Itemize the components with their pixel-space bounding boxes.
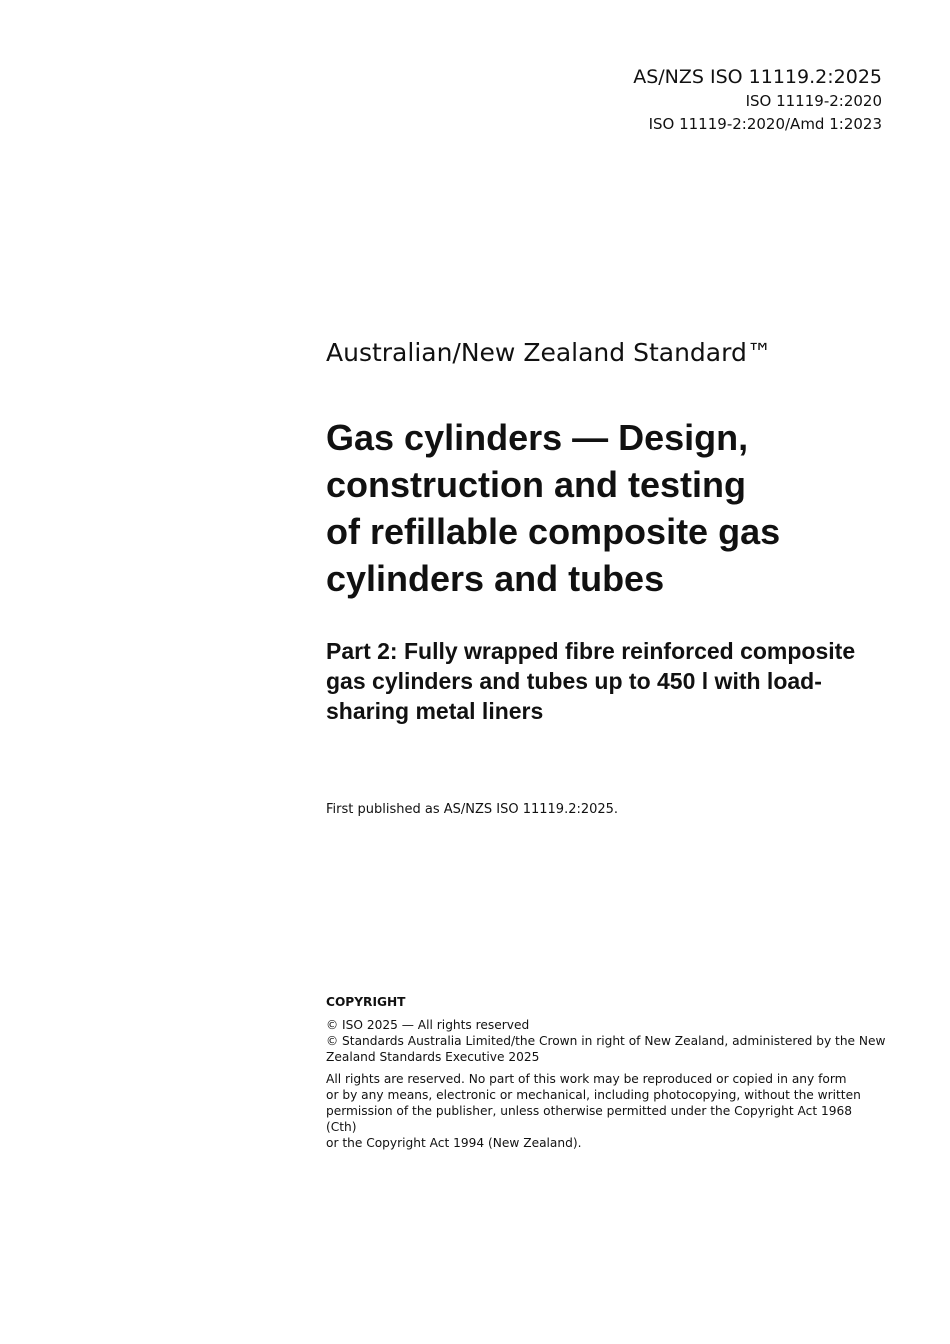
- copyright-notices: [326, 1017, 886, 1065]
- copyright-section: [326, 994, 886, 1151]
- rights-reserved-text: [326, 1071, 886, 1151]
- title-line: Gas cylinders — Design,: [326, 417, 749, 458]
- rights-line: or the Copyright Act 1994 (New Zealand).: [326, 1136, 582, 1150]
- iso-designation: ISO 11119-2:2020: [745, 92, 882, 110]
- rights-line: or by any means, electronic or mechanical, including photocopying, without the written: [326, 1088, 861, 1102]
- document-subtitle: [326, 636, 886, 726]
- rights-line: All rights are reserved. No part of this work may be reproduced or copied in any form: [326, 1072, 847, 1086]
- title-line: cylinders and tubes: [326, 558, 665, 599]
- iso-copyright-line: © ISO 2025 — All rights reserved: [326, 1018, 530, 1032]
- copyright-heading: COPYRIGHT: [326, 995, 406, 1009]
- subtitle-line: Part 2: Fully wrapped fibre reinforced composite: [326, 638, 856, 664]
- rights-line: permission of the publisher, unless otherwise permitted under the Copyright Act 1968 (Cth): [326, 1104, 852, 1134]
- sa-line: Zealand Standards Executive 2025: [326, 1050, 540, 1064]
- iso-amendment-designation: ISO 11119-2:2020/Amd 1:2023: [648, 115, 882, 133]
- standards-australia-copyright-line: [326, 1033, 886, 1065]
- cover-title-block: [326, 336, 906, 726]
- standard-designations: [633, 64, 882, 136]
- subtitle-line: sharing metal liners: [326, 698, 544, 724]
- sa-line: © Standards Australia Limited/the Crown in right of New Zealand, administered by the New: [326, 1034, 886, 1048]
- standard-series: Australian/New Zealand Standard™: [326, 338, 772, 367]
- document-title: [326, 414, 846, 602]
- title-line: construction and testing: [326, 464, 747, 505]
- first-published-note: First published as AS/NZS ISO 11119.2:2025.: [326, 802, 619, 817]
- subtitle-line: gas cylinders and tubes up to 450 l with load-: [326, 668, 822, 694]
- standard-designation: AS/NZS ISO 11119.2:2025: [633, 66, 882, 88]
- title-line: of refillable composite gas: [326, 511, 781, 552]
